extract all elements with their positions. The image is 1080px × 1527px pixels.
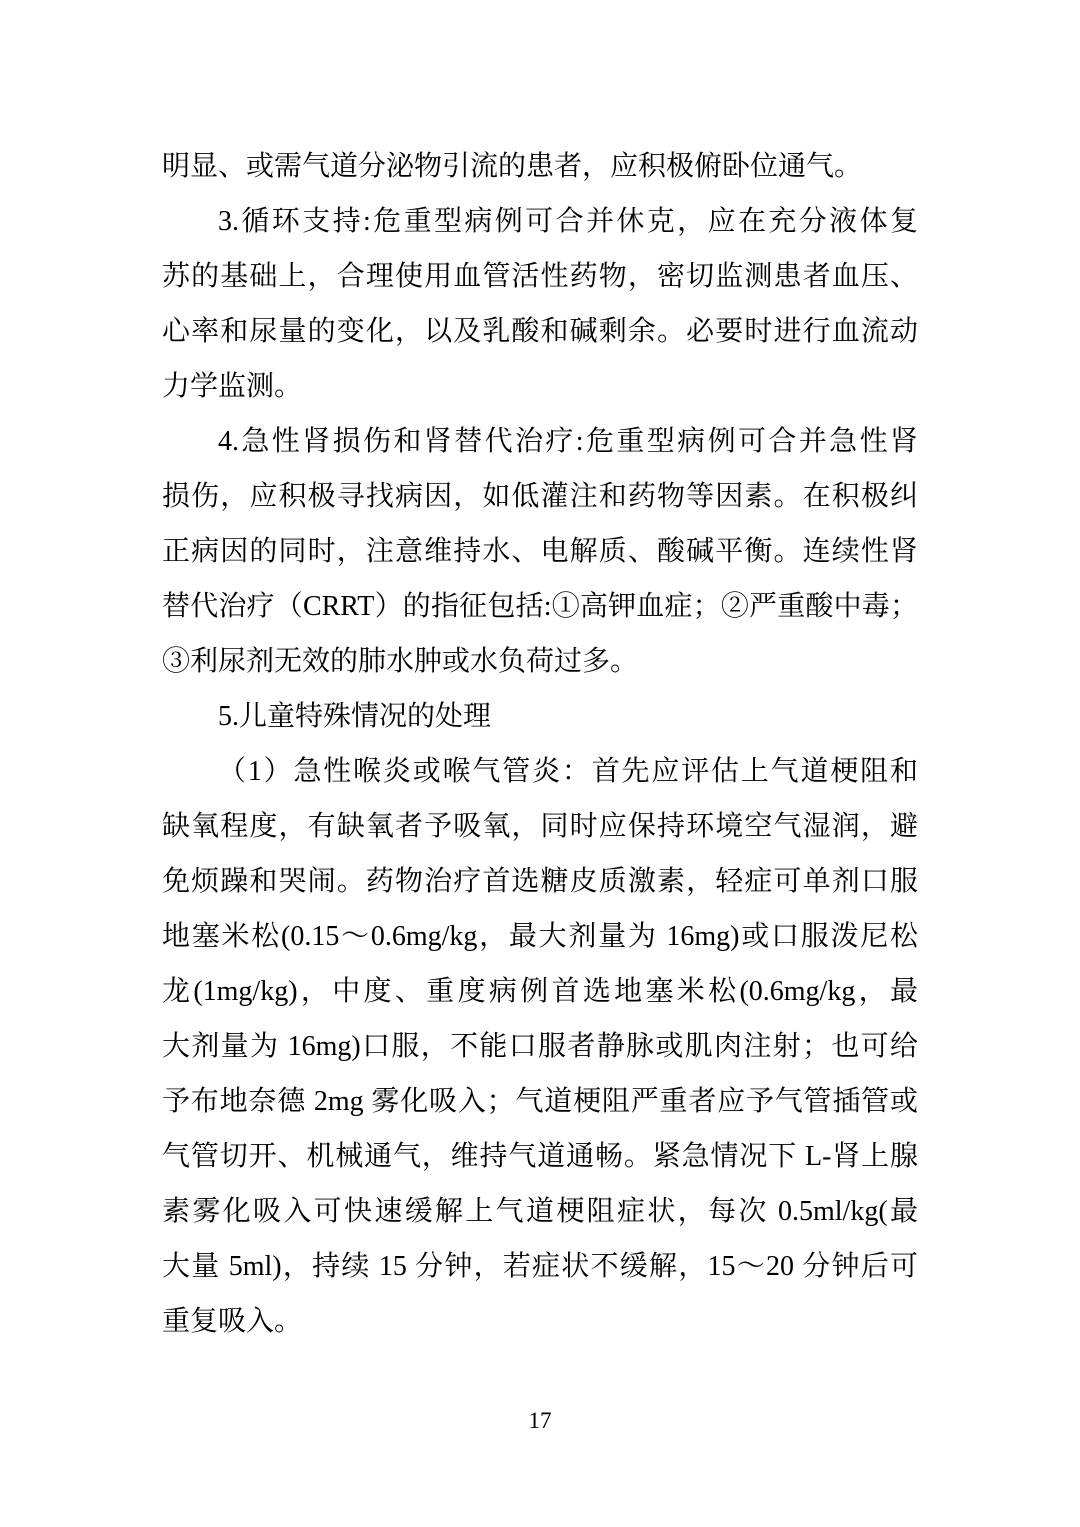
text-line: 正病因的同时，注意维持水、电解质、酸碱平衡。连续性肾 [162,536,918,567]
text-line: 气管切开、机械通气，维持气道通畅。紧急情况下 L-肾上腺 [162,1141,918,1172]
text-line: 力学监测。 [162,371,303,402]
page-number: 17 [528,1408,552,1433]
text-line: 免烦躁和哭闹。药物治疗首选糖皮质激素，轻症可单剂口服 [162,866,918,897]
text-line: 3.循环支持:危重型病例可合并休克，应在充分液体复 [218,206,918,237]
text-line: 5.儿童特殊情况的处理 [218,701,492,732]
text-line: 龙(1mg/kg)，中度、重度病例首选地塞米松(0.6mg/kg，最 [162,976,918,1007]
body-text [162,139,918,1349]
text-line: 明显、或需气道分泌物引流的患者，应积极俯卧位通气。 [162,151,863,182]
text-line: 替代治疗（CRRT）的指征包括:①高钾血症；②严重酸中毒； [162,591,918,622]
text-line: （1）急性喉炎或喉气管炎：首先应评估上气道梗阻和 [218,756,918,787]
text-line: 地塞米松(0.15～0.6mg/kg，最大剂量为 16mg)或口服泼尼松 [162,921,918,952]
text-line: 重复吸入。 [162,1306,303,1337]
text-line: ③利尿剂无效的肺水肿或水负荷过多。 [162,646,639,677]
text-line: 大量 5ml)，持续 15 分钟，若症状不缓解，15～20 分钟后可 [162,1251,918,1282]
text-line: 苏的基础上，合理使用血管活性药物，密切监测患者血压、 [162,261,918,292]
text-line: 4.急性肾损伤和肾替代治疗:危重型病例可合并急性肾 [218,426,918,457]
text-line: 心率和尿量的变化，以及乳酸和碱剩余。必要时进行血流动 [162,316,918,347]
text-line: 大剂量为 16mg)口服，不能口服者静脉或肌肉注射；也可给 [162,1031,918,1062]
text-line: 损伤，应积极寻找病因，如低灌注和药物等因素。在积极纠 [162,481,918,512]
text-line: 缺氧程度，有缺氧者予吸氧，同时应保持环境空气湿润，避 [162,811,918,842]
text-line: 素雾化吸入可快速缓解上气道梗阻症状，每次 0.5ml/kg(最 [162,1196,918,1227]
text-line: 予布地奈德 2mg 雾化吸入；气道梗阻严重者应予气管插管或 [162,1086,918,1117]
